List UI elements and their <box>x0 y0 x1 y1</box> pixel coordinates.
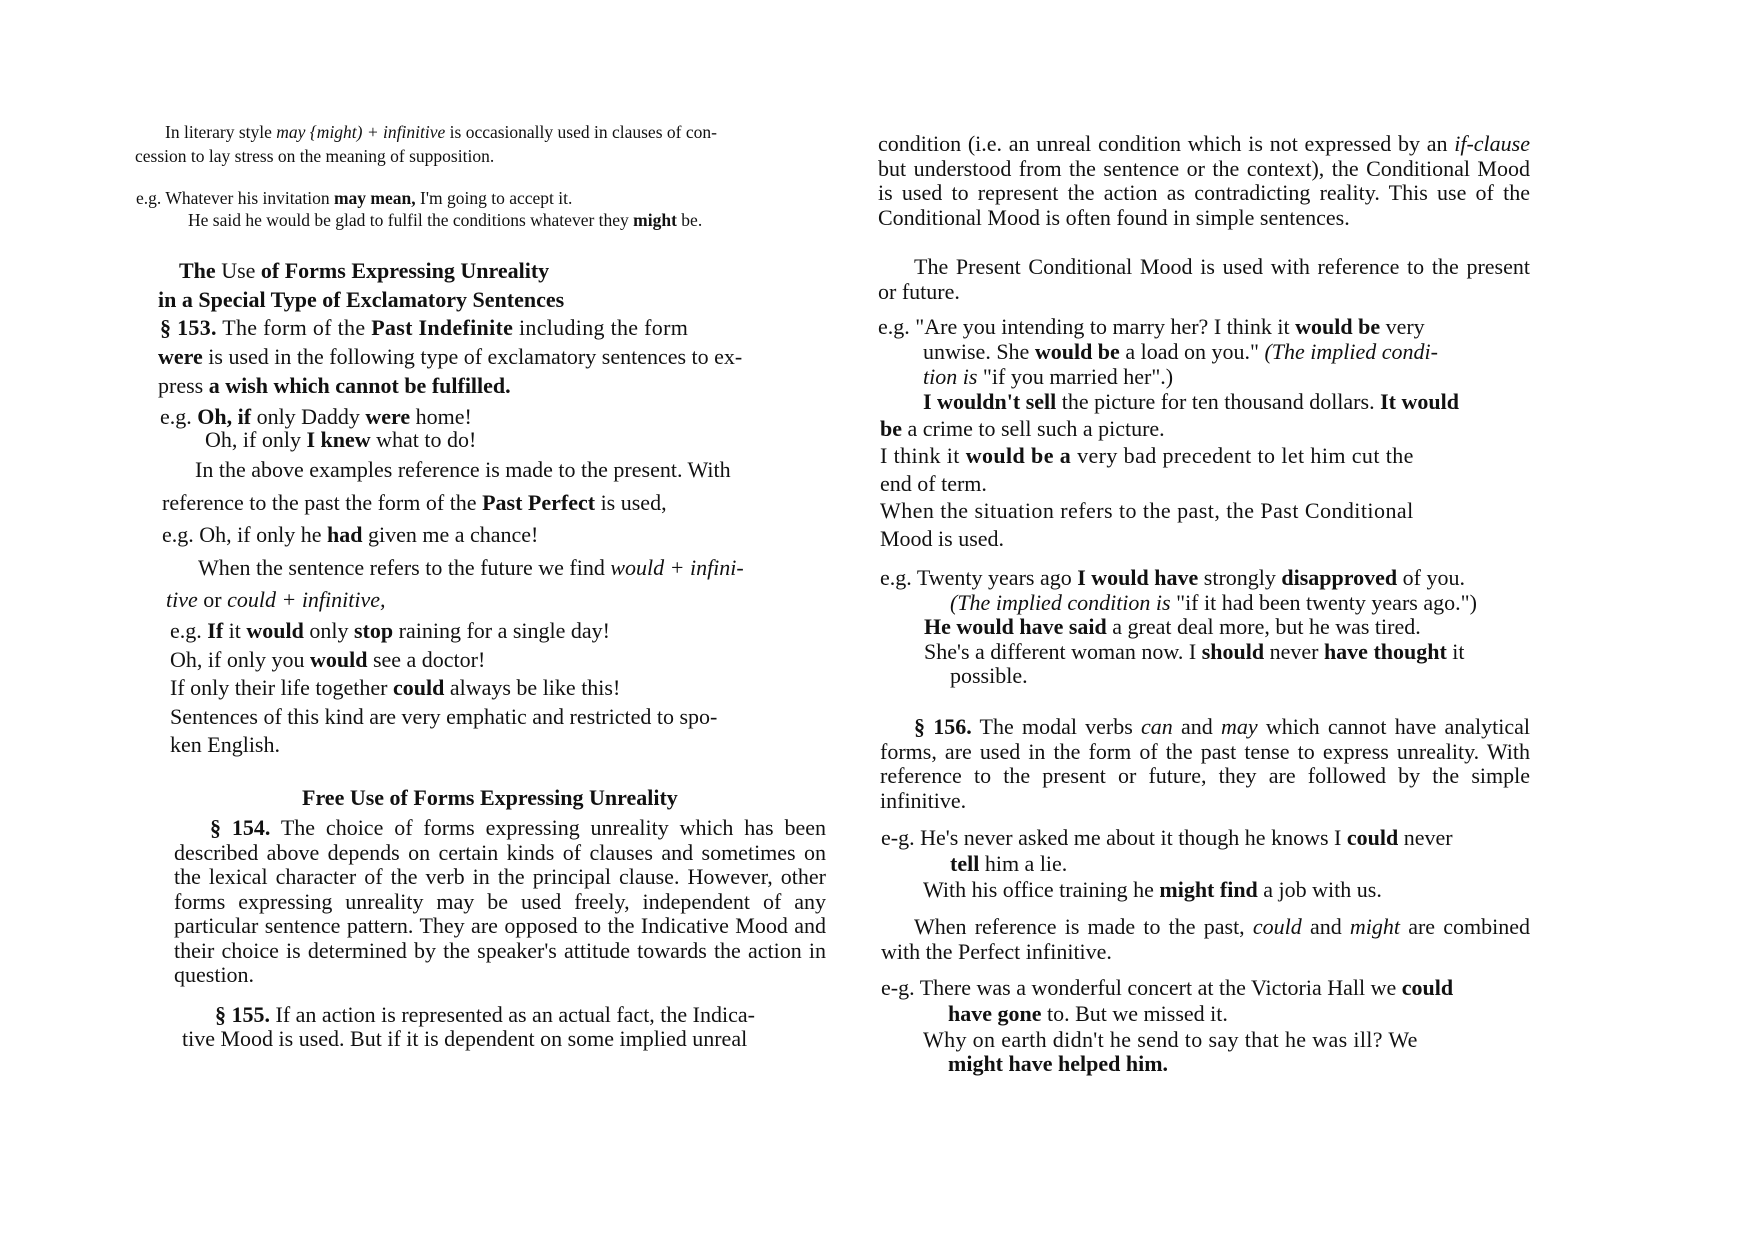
future-paragraph-line1: When the sentence refers to the future we find would + infini- <box>198 555 744 580</box>
example-7-line1: e-g. He's never asked me about it though he knows I could never <box>881 825 1453 850</box>
past-modal-paragraph: When reference is made to the past, could and might are combined with the Perfect infinitive. <box>881 914 1531 964</box>
example-3-line1: I think it would be a very bad precedent to let him cut the <box>880 443 1414 468</box>
present-paragraph: The Present Conditional Mood is used with reference to the present or future. <box>878 254 1530 304</box>
example-153-2: Oh, if only I knew what to do! <box>205 427 477 452</box>
example-8: With his office training he might find a job with us. <box>923 877 1382 902</box>
section-155-line1: § 155. If an action is represented as an actual fact, the Indica- <box>215 1002 755 1027</box>
example-9-line2: have gone to. But we missed it. <box>948 1001 1228 1026</box>
section-heading-2: Free Use of Forms Expressing Unreality <box>302 785 678 810</box>
intro-paragraph: In literary style may {might) + infinitive is occasionally used in clauses of con- cession to lay stress on the meaning of supposition. <box>135 122 717 166</box>
section-153-line2: were is used in the following type of exclamatory sentences to ex- <box>158 344 743 369</box>
reference-paragraph-line2: reference to the past the form of the Past Perfect is used, <box>162 490 667 515</box>
example-4-line2: (The implied condition is "if it had been twenty years ago.") <box>950 590 1477 615</box>
example-9-line1: e-g. There was a wonderful concert at the Victoria Hall we could <box>881 975 1454 1000</box>
emphatic-paragraph-line1: Sentences of this kind are very emphatic and restricted to spo- <box>170 704 718 729</box>
reference-paragraph-line1: In the above examples reference is made to the present. With <box>195 457 731 482</box>
example-153-1: e.g. Oh, if only Daddy were home! <box>160 404 472 429</box>
section-154: § 154. The choice of forms expressing unreality which has been described above depends on certain kinds of clauses and sometimes on the lexical character of the verb in the principal clause. However, other forms expressing unreality may be used freely, independent of any particular sentence pattern. They are opposed to the Indicative Mood and their choice is determined by the speaker's attitude towards the action in question. <box>174 815 826 987</box>
intro-example-2: He said he would be glad to fulfil the conditions whatever they might be. <box>188 210 703 230</box>
example-2-line1: I wouldn't sell the picture for ten thousand dollars. It would <box>923 389 1459 414</box>
example-1-line2: unwise. She would be a load on you." (The implied condi- <box>923 339 1438 364</box>
example-1-line3: tion is "if you married her".) <box>923 364 1174 389</box>
example-had: e.g. Oh, if only he had given me a chance! <box>162 522 539 547</box>
example-10-line2: might have helped him. <box>948 1051 1169 1076</box>
past-paragraph-line1: When the situation refers to the past, the Past Conditional <box>880 498 1414 523</box>
example-1-line1: e.g. "Are you intending to marry her? I think it would be very <box>878 314 1425 339</box>
example-6-line1: She's a different woman now. I should never have thought it <box>924 639 1465 664</box>
section-153-line3: press a wish which cannot be fulfilled. <box>158 373 511 398</box>
example-4-line1: e.g. Twenty years ago I would have strongly disapproved of you. <box>880 565 1465 590</box>
past-paragraph-line2: Mood is used. <box>880 526 1005 551</box>
condition-paragraph: condition (i.e. an unreal condition which is not expressed by an if-clause but understood from the sentence or the context), the Conditional Mood is used to represent the action as contradicting reality. This use of the Conditional Mood is often found in simple sentences. <box>878 131 1530 230</box>
example-7-line2: tell him a lie. <box>950 851 1068 876</box>
future-paragraph-line2: tive or could + infinitive, <box>166 587 386 612</box>
example-future-3: If only their life together could always be like this! <box>170 675 621 700</box>
emphatic-paragraph-line2: ken English. <box>170 732 280 757</box>
section-155-line2: tive Mood is used. But if it is dependent on some implied unreal <box>182 1026 748 1051</box>
example-3-line2: end of term. <box>880 471 987 496</box>
example-future-1: e.g. If it would only stop raining for a single day! <box>170 618 610 643</box>
section-153-line1: § 153. The form of the Past Indefinite including the form <box>160 315 689 340</box>
section-156: § 156. The modal verbs can and may which cannot have analytical forms, are used in the form of the past tense to express unreality. With reference to the present or future, they are followed by the simple infinitive. <box>880 714 1530 813</box>
section-heading-1-line2: in a Special Type of Exclamatory Sentences <box>158 287 565 312</box>
example-5: He would have said a great deal more, but he was tired. <box>924 614 1421 639</box>
intro-example-1: e.g. Whatever his invitation may mean, I'm going to accept it. <box>136 188 573 208</box>
section-heading-1: The Use of Forms Expressing Unreality <box>179 258 550 283</box>
example-10-line1: Why on earth didn't he send to say that he was ill? We <box>923 1027 1418 1052</box>
example-6-line2: possible. <box>950 663 1028 688</box>
example-future-2: Oh, if only you would see a doctor! <box>170 647 486 672</box>
example-2-line2: be a crime to sell such a picture. <box>880 416 1165 441</box>
